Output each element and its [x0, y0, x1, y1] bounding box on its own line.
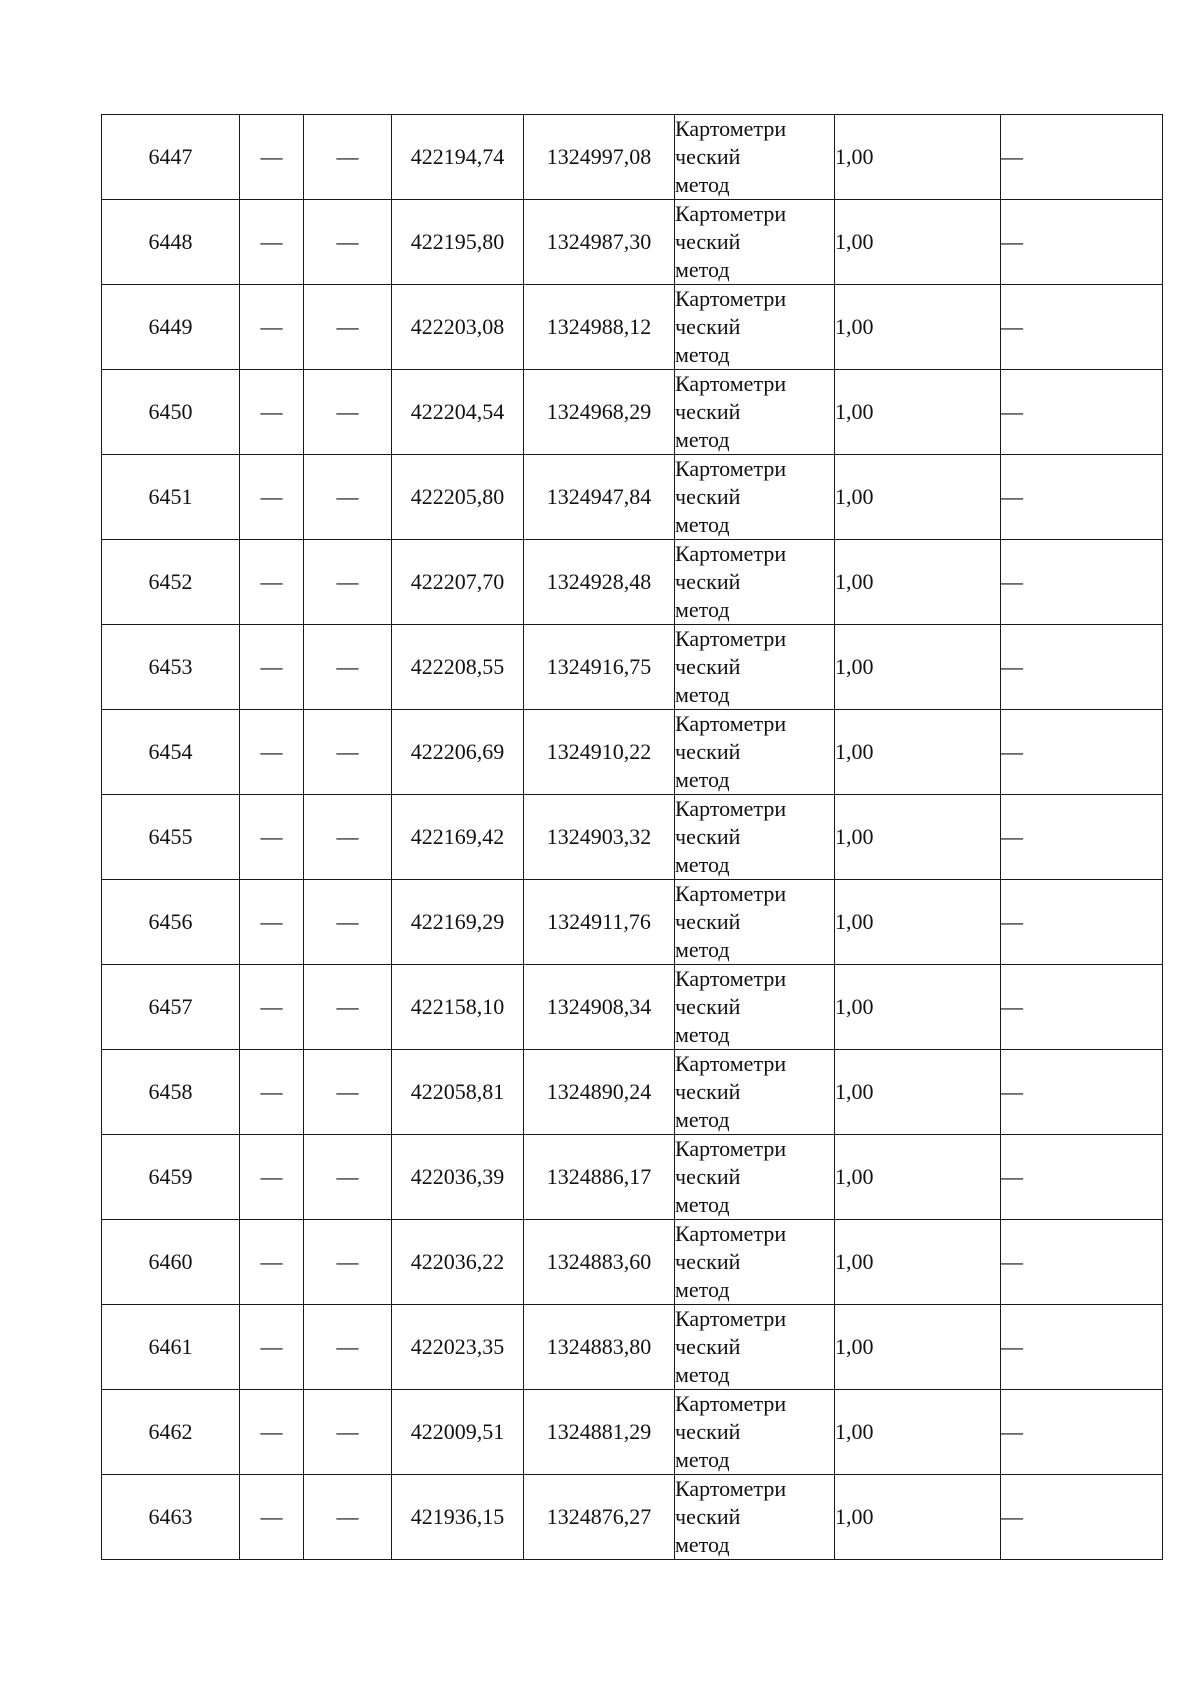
point-number-cell: 6456	[102, 880, 240, 965]
table-row	[102, 455, 1163, 540]
point-number-cell: 6455	[102, 795, 240, 880]
empty-dash-cell: —	[304, 795, 392, 880]
method-text-line: Картометри	[675, 201, 787, 226]
coordinate-x-cell: 422208,55	[392, 625, 524, 710]
method-cell	[675, 1220, 835, 1305]
accuracy-cell: 1,00	[835, 965, 1001, 1050]
method-text-line: ческий	[675, 1249, 741, 1274]
method-text-line: метод	[675, 1022, 730, 1047]
method-text-line: метод	[675, 1532, 730, 1557]
empty-dash-cell: —	[240, 1050, 304, 1135]
point-number-cell: 6450	[102, 370, 240, 455]
coordinate-x-cell: 422194,74	[392, 115, 524, 200]
empty-dash-cell: —	[304, 625, 392, 710]
accuracy-cell: 1,00	[835, 710, 1001, 795]
empty-dash-cell: —	[240, 540, 304, 625]
method-text-line: ческий	[675, 824, 741, 849]
coordinate-x-cell: 422036,39	[392, 1135, 524, 1220]
table-row	[102, 1475, 1163, 1560]
point-number-cell: 6452	[102, 540, 240, 625]
coordinate-y-cell: 1324947,84	[524, 455, 675, 540]
method-text-line: Картометри	[675, 456, 787, 481]
empty-dash-cell: —	[1001, 1475, 1163, 1560]
table-row	[102, 1050, 1163, 1135]
method-cell	[675, 540, 835, 625]
accuracy-cell: 1,00	[835, 795, 1001, 880]
table-row	[102, 1390, 1163, 1475]
method-cell	[675, 1305, 835, 1390]
empty-dash-cell: —	[1001, 1135, 1163, 1220]
table-row	[102, 625, 1163, 710]
coordinate-x-cell: 422158,10	[392, 965, 524, 1050]
coordinate-y-cell: 1324988,12	[524, 285, 675, 370]
method-cell	[675, 115, 835, 200]
point-number-cell: 6457	[102, 965, 240, 1050]
coordinate-x-cell: 422195,80	[392, 200, 524, 285]
method-text-line: метод	[675, 597, 730, 622]
accuracy-cell: 1,00	[835, 1305, 1001, 1390]
empty-dash-cell: —	[304, 115, 392, 200]
method-text-line: ческий	[675, 1504, 741, 1529]
coordinate-y-cell: 1324908,34	[524, 965, 675, 1050]
point-number-cell: 6459	[102, 1135, 240, 1220]
method-text-line: Картометри	[675, 1306, 787, 1331]
empty-dash-cell: —	[1001, 455, 1163, 540]
coordinate-y-cell: 1324886,17	[524, 1135, 675, 1220]
method-text-line: ческий	[675, 569, 741, 594]
point-number-cell: 6458	[102, 1050, 240, 1135]
empty-dash-cell: —	[240, 1475, 304, 1560]
empty-dash-cell: —	[240, 455, 304, 540]
method-cell	[675, 1135, 835, 1220]
method-text-line: ческий	[675, 1164, 741, 1189]
point-number-cell: 6451	[102, 455, 240, 540]
method-text-line: Картометри	[675, 1391, 787, 1416]
method-text-line: метод	[675, 172, 730, 197]
empty-dash-cell: —	[304, 370, 392, 455]
coordinate-x-cell: 422036,22	[392, 1220, 524, 1305]
method-cell	[675, 1390, 835, 1475]
coordinate-y-cell: 1324916,75	[524, 625, 675, 710]
method-text-line: ческий	[675, 1079, 741, 1104]
table-row	[102, 1305, 1163, 1390]
method-text-line: метод	[675, 852, 730, 877]
accuracy-cell: 1,00	[835, 1050, 1001, 1135]
empty-dash-cell: —	[240, 285, 304, 370]
table-body	[102, 115, 1163, 1560]
method-text-line: ческий	[675, 314, 741, 339]
method-text-line: метод	[675, 1362, 730, 1387]
method-text-line: Картометри	[675, 1051, 787, 1076]
accuracy-cell: 1,00	[835, 540, 1001, 625]
method-text-line: ческий	[675, 144, 741, 169]
method-text-line: ческий	[675, 399, 741, 424]
table-row	[102, 710, 1163, 795]
method-text-line: Картометри	[675, 371, 787, 396]
table-row	[102, 200, 1163, 285]
method-text-line: метод	[675, 1447, 730, 1472]
point-number-cell: 6447	[102, 115, 240, 200]
point-number-cell: 6454	[102, 710, 240, 795]
accuracy-cell: 1,00	[835, 455, 1001, 540]
coordinate-y-cell: 1324911,76	[524, 880, 675, 965]
method-text-line: метод	[675, 682, 730, 707]
method-cell	[675, 965, 835, 1050]
empty-dash-cell: —	[1001, 965, 1163, 1050]
table-row	[102, 1220, 1163, 1305]
empty-dash-cell: —	[1001, 200, 1163, 285]
method-text-line: Картометри	[675, 711, 787, 736]
empty-dash-cell: —	[304, 880, 392, 965]
accuracy-cell: 1,00	[835, 625, 1001, 710]
method-text-line: метод	[675, 1107, 730, 1132]
empty-dash-cell: —	[240, 965, 304, 1050]
accuracy-cell: 1,00	[835, 880, 1001, 965]
table-row	[102, 115, 1163, 200]
method-text-line: Картометри	[675, 796, 787, 821]
method-text-line: Картометри	[675, 286, 787, 311]
method-text-line: Картометри	[675, 881, 787, 906]
method-text-line: Картометри	[675, 626, 787, 651]
method-cell	[675, 625, 835, 710]
coordinate-y-cell: 1324987,30	[524, 200, 675, 285]
method-text-line: метод	[675, 937, 730, 962]
method-text-line: метод	[675, 427, 730, 452]
method-text-line: ческий	[675, 739, 741, 764]
empty-dash-cell: —	[304, 965, 392, 1050]
empty-dash-cell: —	[240, 115, 304, 200]
point-number-cell: 6448	[102, 200, 240, 285]
point-number-cell: 6461	[102, 1305, 240, 1390]
empty-dash-cell: —	[304, 1135, 392, 1220]
empty-dash-cell: —	[1001, 540, 1163, 625]
empty-dash-cell: —	[240, 625, 304, 710]
empty-dash-cell: —	[1001, 625, 1163, 710]
accuracy-cell: 1,00	[835, 200, 1001, 285]
accuracy-cell: 1,00	[835, 1220, 1001, 1305]
point-number-cell: 6460	[102, 1220, 240, 1305]
coordinate-x-cell: 422207,70	[392, 540, 524, 625]
coordinate-x-cell: 422205,80	[392, 455, 524, 540]
coordinate-y-cell: 1324903,32	[524, 795, 675, 880]
table-row	[102, 880, 1163, 965]
coordinate-x-cell: 422169,29	[392, 880, 524, 965]
method-text-line: Картометри	[675, 116, 787, 141]
empty-dash-cell: —	[240, 1220, 304, 1305]
point-number-cell: 6453	[102, 625, 240, 710]
coordinate-y-cell: 1324883,60	[524, 1220, 675, 1305]
empty-dash-cell: —	[304, 200, 392, 285]
method-text-line: ческий	[675, 1419, 741, 1444]
method-cell	[675, 880, 835, 965]
method-text-line: ческий	[675, 229, 741, 254]
coordinate-y-cell: 1324883,80	[524, 1305, 675, 1390]
accuracy-cell: 1,00	[835, 370, 1001, 455]
method-text-line: ческий	[675, 654, 741, 679]
empty-dash-cell: —	[240, 200, 304, 285]
method-text-line: ческий	[675, 994, 741, 1019]
coordinate-y-cell: 1324910,22	[524, 710, 675, 795]
empty-dash-cell: —	[1001, 880, 1163, 965]
table-row	[102, 795, 1163, 880]
method-cell	[675, 455, 835, 540]
coordinate-y-cell: 1324890,24	[524, 1050, 675, 1135]
coordinate-y-cell: 1324968,29	[524, 370, 675, 455]
method-text-line: ческий	[675, 909, 741, 934]
empty-dash-cell: —	[240, 710, 304, 795]
coordinate-y-cell: 1324881,29	[524, 1390, 675, 1475]
method-text-line: ческий	[675, 1334, 741, 1359]
accuracy-cell: 1,00	[835, 1390, 1001, 1475]
table-row	[102, 540, 1163, 625]
table-row	[102, 285, 1163, 370]
coordinate-x-cell: 421936,15	[392, 1475, 524, 1560]
coordinate-x-cell: 422023,35	[392, 1305, 524, 1390]
empty-dash-cell: —	[1001, 1050, 1163, 1135]
point-number-cell: 6462	[102, 1390, 240, 1475]
coordinates-table	[101, 114, 1163, 1560]
empty-dash-cell: —	[304, 540, 392, 625]
method-text-line: метод	[675, 257, 730, 282]
empty-dash-cell: —	[304, 455, 392, 540]
method-text-line: метод	[675, 1277, 730, 1302]
empty-dash-cell: —	[1001, 1220, 1163, 1305]
empty-dash-cell: —	[1001, 795, 1163, 880]
method-cell	[675, 200, 835, 285]
empty-dash-cell: —	[1001, 1390, 1163, 1475]
method-text-line: Картометри	[675, 966, 787, 991]
method-cell	[675, 710, 835, 795]
empty-dash-cell: —	[304, 710, 392, 795]
accuracy-cell: 1,00	[835, 1475, 1001, 1560]
method-text-line: Картометри	[675, 1221, 787, 1246]
coordinate-x-cell: 422203,08	[392, 285, 524, 370]
empty-dash-cell: —	[1001, 285, 1163, 370]
empty-dash-cell: —	[240, 880, 304, 965]
coordinate-y-cell: 1324876,27	[524, 1475, 675, 1560]
coordinate-x-cell: 422169,42	[392, 795, 524, 880]
empty-dash-cell: —	[304, 285, 392, 370]
point-number-cell: 6463	[102, 1475, 240, 1560]
empty-dash-cell: —	[304, 1305, 392, 1390]
empty-dash-cell: —	[1001, 710, 1163, 795]
empty-dash-cell: —	[304, 1475, 392, 1560]
coordinate-x-cell: 422204,54	[392, 370, 524, 455]
point-number-cell: 6449	[102, 285, 240, 370]
method-text-line: ческий	[675, 484, 741, 509]
empty-dash-cell: —	[304, 1220, 392, 1305]
coordinate-y-cell: 1324997,08	[524, 115, 675, 200]
empty-dash-cell: —	[304, 1390, 392, 1475]
table-row	[102, 965, 1163, 1050]
method-cell	[675, 1475, 835, 1560]
empty-dash-cell: —	[1001, 370, 1163, 455]
method-cell	[675, 1050, 835, 1135]
empty-dash-cell: —	[240, 1390, 304, 1475]
method-cell	[675, 370, 835, 455]
empty-dash-cell: —	[240, 370, 304, 455]
method-text-line: Картометри	[675, 1476, 787, 1501]
empty-dash-cell: —	[240, 1135, 304, 1220]
method-cell	[675, 285, 835, 370]
accuracy-cell: 1,00	[835, 285, 1001, 370]
coordinate-x-cell: 422058,81	[392, 1050, 524, 1135]
accuracy-cell: 1,00	[835, 115, 1001, 200]
empty-dash-cell: —	[240, 795, 304, 880]
coordinate-x-cell: 422206,69	[392, 710, 524, 795]
empty-dash-cell: —	[1001, 1305, 1163, 1390]
method-cell	[675, 795, 835, 880]
method-text-line: метод	[675, 1192, 730, 1217]
coordinate-y-cell: 1324928,48	[524, 540, 675, 625]
empty-dash-cell: —	[1001, 115, 1163, 200]
method-text-line: метод	[675, 342, 730, 367]
coordinate-x-cell: 422009,51	[392, 1390, 524, 1475]
empty-dash-cell: —	[304, 1050, 392, 1135]
table-row	[102, 370, 1163, 455]
method-text-line: Картометри	[675, 1136, 787, 1161]
method-text-line: метод	[675, 767, 730, 792]
table-row	[102, 1135, 1163, 1220]
accuracy-cell: 1,00	[835, 1135, 1001, 1220]
method-text-line: Картометри	[675, 541, 787, 566]
method-text-line: метод	[675, 512, 730, 537]
empty-dash-cell: —	[240, 1305, 304, 1390]
